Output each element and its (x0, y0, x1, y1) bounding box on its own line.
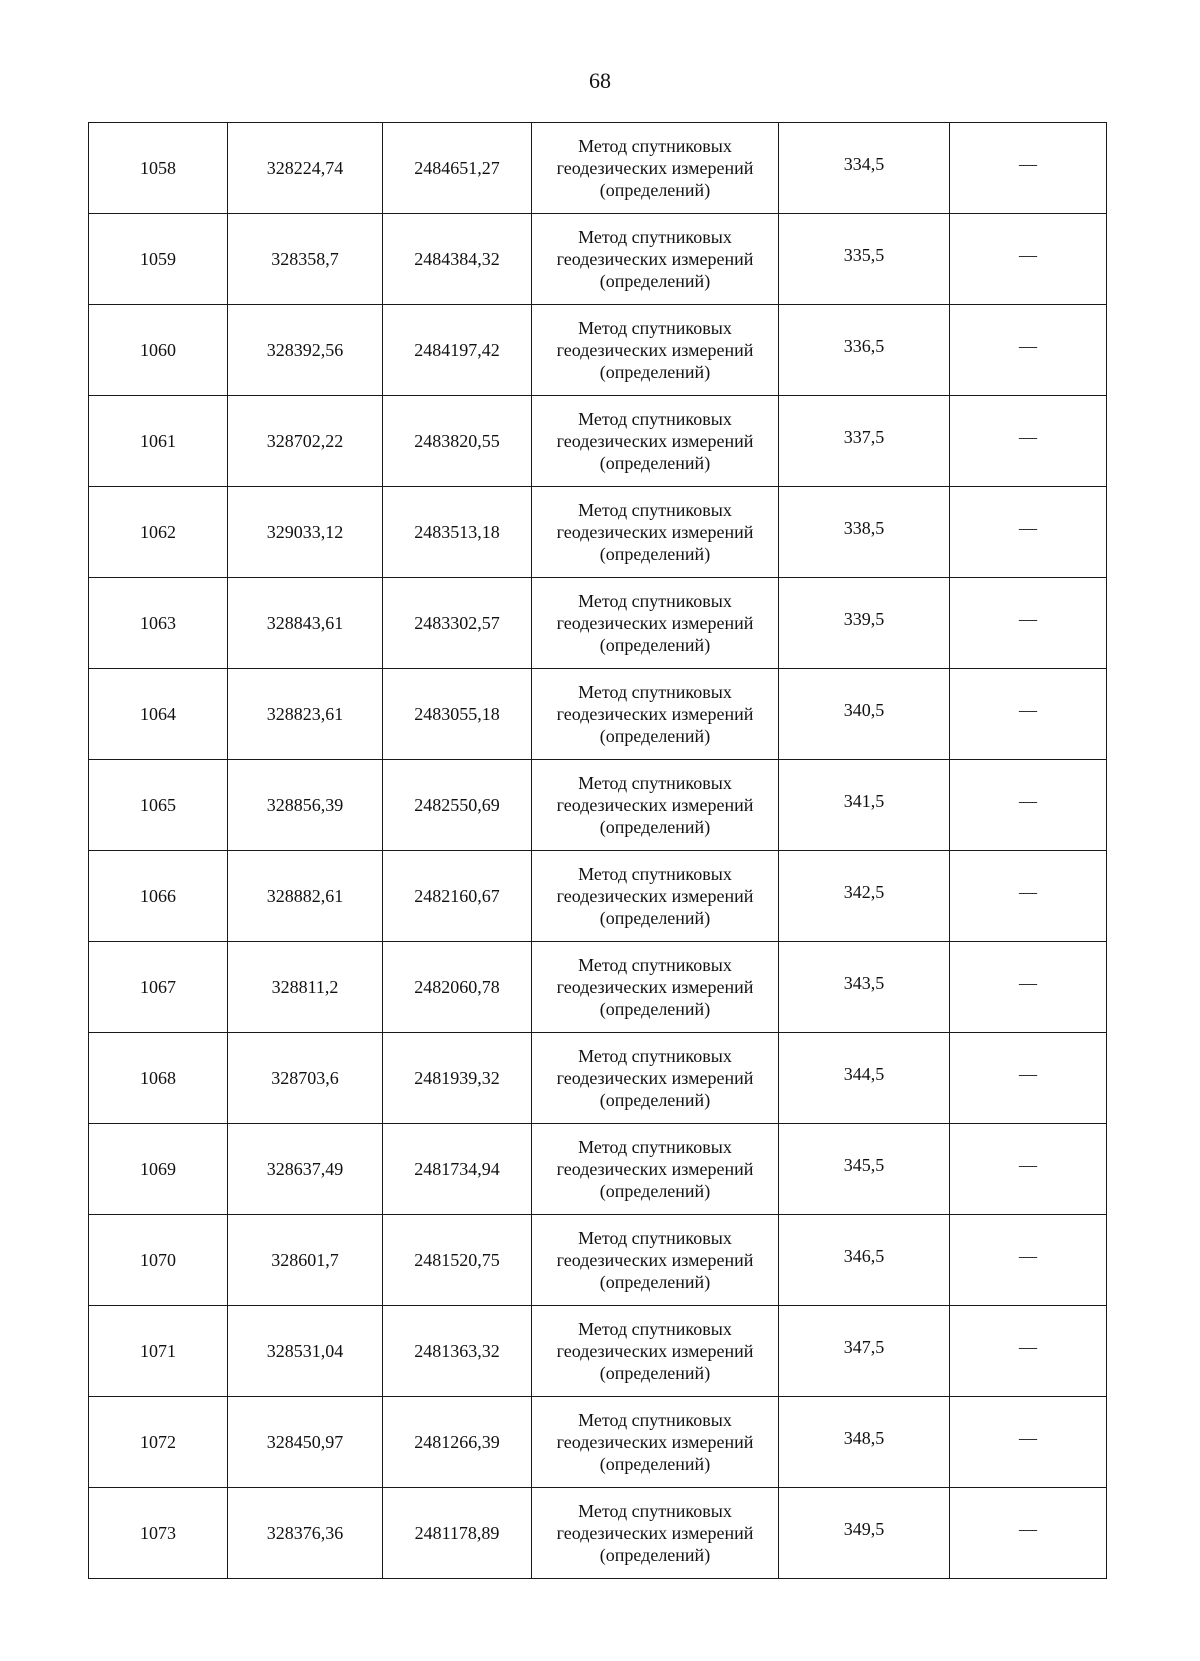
method-cell-text: Метод спутниковых геодезических измерений (определений) (556, 409, 754, 473)
method-cell (532, 851, 779, 942)
description-cell-text: — (1019, 1336, 1037, 1357)
accuracy-cell-text: 336,5 (843, 335, 885, 356)
accuracy-cell (779, 1215, 950, 1306)
method-cell-text: Метод спутниковых геодезических измерений (определений) (556, 136, 754, 200)
coordinate-x-cell-text: 328811,2 (271, 976, 339, 997)
coordinate-y-cell-text: 2481734,94 (414, 1158, 500, 1179)
accuracy-cell-text: 348,5 (843, 1427, 885, 1448)
description-cell-text: — (1019, 608, 1037, 629)
method-cell (532, 123, 779, 214)
page-number: 68 (589, 68, 611, 93)
coordinate-x-cell (228, 851, 383, 942)
coordinate-y-cell (383, 305, 532, 396)
point-number-cell-text: 1062 (140, 521, 176, 542)
description-cell-text: — (1019, 153, 1037, 174)
accuracy-cell-text: 335,5 (843, 244, 885, 265)
description-cell (950, 396, 1107, 487)
point-number-cell-text: 1071 (140, 1340, 176, 1361)
table-row (89, 214, 1107, 305)
accuracy-cell (779, 851, 950, 942)
method-cell-text: Метод спутниковых геодезических измерений (определений) (556, 1501, 754, 1565)
point-number-cell-text: 1066 (140, 885, 176, 906)
table-row (89, 851, 1107, 942)
accuracy-cell-text: 337,5 (843, 426, 885, 447)
method-cell (532, 1488, 779, 1579)
accuracy-cell (779, 578, 950, 669)
description-cell (950, 1033, 1107, 1124)
coordinate-y-cell (383, 1033, 532, 1124)
accuracy-cell (779, 669, 950, 760)
point-number-cell (89, 942, 228, 1033)
method-cell (532, 1124, 779, 1215)
coordinate-y-cell-text: 2483055,18 (414, 703, 500, 724)
coordinate-y-cell-text: 2484651,27 (414, 157, 500, 178)
method-cell-text: Метод спутниковых геодезических измерений (определений) (556, 318, 754, 382)
coordinate-y-cell (383, 1397, 532, 1488)
method-cell-text: Метод спутниковых геодезических измерений (определений) (556, 682, 754, 746)
accuracy-cell-text: 334,5 (843, 153, 885, 174)
coordinate-y-cell (383, 214, 532, 305)
coordinate-y-cell-text: 2483513,18 (414, 521, 500, 542)
method-cell (532, 214, 779, 305)
table-row (89, 942, 1107, 1033)
description-cell (950, 1215, 1107, 1306)
method-cell-text: Метод спутниковых геодезических измерений (определений) (556, 1137, 754, 1201)
point-number-cell (89, 669, 228, 760)
accuracy-cell (779, 1124, 950, 1215)
method-cell-text: Метод спутниковых геодезических измерений (определений) (556, 591, 754, 655)
point-number-cell (89, 1124, 228, 1215)
method-cell (532, 1033, 779, 1124)
table-row (89, 1306, 1107, 1397)
point-number-cell (89, 123, 228, 214)
table-row (89, 1397, 1107, 1488)
point-number-cell (89, 396, 228, 487)
method-cell-text: Метод спутниковых геодезических измерений (определений) (556, 227, 754, 291)
coordinate-y-cell (383, 578, 532, 669)
coordinate-x-cell (228, 1488, 383, 1579)
accuracy-cell-text: 343,5 (843, 972, 885, 993)
accuracy-cell-text: 342,5 (843, 881, 885, 902)
point-number-cell-text: 1060 (140, 339, 176, 360)
coordinate-y-cell (383, 760, 532, 851)
accuracy-cell-text: 347,5 (843, 1336, 885, 1357)
coordinate-y-cell (383, 396, 532, 487)
method-cell (532, 396, 779, 487)
description-cell-text: — (1019, 1245, 1037, 1266)
point-number-cell (89, 1033, 228, 1124)
coordinate-x-cell (228, 305, 383, 396)
accuracy-cell (779, 214, 950, 305)
description-cell-text: — (1019, 1518, 1037, 1539)
point-number-cell (89, 1306, 228, 1397)
description-cell-text: — (1019, 1427, 1037, 1448)
coordinate-y-cell (383, 1488, 532, 1579)
coordinate-y-cell-text: 2481266,39 (414, 1431, 500, 1452)
description-cell (950, 669, 1107, 760)
description-cell (950, 487, 1107, 578)
point-number-cell-text: 1063 (140, 612, 176, 633)
coordinate-y-cell (383, 1215, 532, 1306)
accuracy-cell-text: 339,5 (843, 608, 885, 629)
description-cell (950, 1306, 1107, 1397)
accuracy-cell-text: 341,5 (843, 790, 885, 811)
table-row (89, 487, 1107, 578)
table-row (89, 1124, 1107, 1215)
coordinate-y-cell-text: 2484384,32 (414, 248, 500, 269)
point-number-cell-text: 1059 (140, 248, 176, 269)
description-cell (950, 1124, 1107, 1215)
coordinates-table-body (89, 123, 1107, 1579)
description-cell-text: — (1019, 426, 1037, 447)
description-cell-text: — (1019, 699, 1037, 720)
coordinate-y-cell-text: 2482160,67 (414, 885, 500, 906)
point-number-cell (89, 214, 228, 305)
point-number-cell (89, 851, 228, 942)
coordinate-y-cell (383, 942, 532, 1033)
method-cell-text: Метод спутниковых геодезических измерений (определений) (556, 773, 754, 837)
point-number-cell-text: 1065 (140, 794, 176, 815)
method-cell-text: Метод спутниковых геодезических измерений (определений) (556, 1046, 754, 1110)
coordinate-x-cell (228, 1215, 383, 1306)
table-row (89, 760, 1107, 851)
description-cell (950, 578, 1107, 669)
point-number-cell (89, 1488, 228, 1579)
method-cell (532, 942, 779, 1033)
method-cell (532, 578, 779, 669)
coordinate-y-cell (383, 669, 532, 760)
coordinate-y-cell-text: 2484197,42 (414, 339, 500, 360)
coordinate-x-cell-text: 329033,12 (266, 521, 344, 542)
point-number-cell (89, 305, 228, 396)
coordinate-x-cell (228, 760, 383, 851)
table-row (89, 1033, 1107, 1124)
description-cell (950, 942, 1107, 1033)
description-cell-text: — (1019, 335, 1037, 356)
table-row (89, 305, 1107, 396)
accuracy-cell-text: 340,5 (843, 699, 885, 720)
point-number-cell-text: 1058 (140, 157, 176, 178)
coordinate-x-cell-text: 328450,97 (266, 1431, 344, 1452)
description-cell (950, 214, 1107, 305)
table-row (89, 123, 1107, 214)
coordinate-x-cell (228, 1306, 383, 1397)
description-cell (950, 1488, 1107, 1579)
accuracy-cell-text: 346,5 (843, 1245, 885, 1266)
coordinate-x-cell (228, 123, 383, 214)
accuracy-cell (779, 942, 950, 1033)
coordinate-y-cell-text: 2483820,55 (414, 430, 500, 451)
point-number-cell-text: 1064 (140, 703, 176, 724)
coordinate-x-cell-text: 328531,04 (266, 1340, 344, 1361)
method-cell (532, 669, 779, 760)
description-cell-text: — (1019, 244, 1037, 265)
coordinate-x-cell-text: 328702,22 (266, 430, 344, 451)
method-cell-text: Метод спутниковых геодезических измерений (определений) (556, 955, 754, 1019)
description-cell (950, 305, 1107, 396)
accuracy-cell (779, 396, 950, 487)
coordinate-y-cell (383, 851, 532, 942)
coordinate-y-cell-text: 2482550,69 (414, 794, 500, 815)
coordinate-y-cell-text: 2481363,32 (414, 1340, 500, 1361)
accuracy-cell (779, 487, 950, 578)
point-number-cell-text: 1068 (140, 1067, 176, 1088)
coordinate-x-cell-text: 328703,6 (271, 1067, 339, 1088)
description-cell (950, 760, 1107, 851)
coordinate-x-cell (228, 1124, 383, 1215)
coordinate-y-cell-text: 2481178,89 (414, 1522, 500, 1543)
coordinate-y-cell-text: 2481939,32 (414, 1067, 500, 1088)
coordinate-x-cell (228, 487, 383, 578)
method-cell (532, 1215, 779, 1306)
coordinate-x-cell (228, 1033, 383, 1124)
method-cell (532, 760, 779, 851)
point-number-cell (89, 487, 228, 578)
coordinate-x-cell (228, 396, 383, 487)
coordinate-x-cell (228, 1397, 383, 1488)
coordinate-x-cell-text: 328823,61 (266, 703, 344, 724)
coordinate-x-cell-text: 328637,49 (266, 1158, 344, 1179)
coordinate-y-cell (383, 1124, 532, 1215)
coordinate-x-cell-text: 328358,7 (271, 248, 339, 269)
coordinate-x-cell-text: 328843,61 (266, 612, 344, 633)
coordinate-y-cell (383, 487, 532, 578)
method-cell-text: Метод спутниковых геодезических измерений (определений) (556, 500, 754, 564)
accuracy-cell (779, 1306, 950, 1397)
coordinate-x-cell (228, 214, 383, 305)
point-number-cell-text: 1072 (140, 1431, 176, 1452)
accuracy-cell (779, 1397, 950, 1488)
point-number-cell-text: 1061 (140, 430, 176, 451)
coordinate-x-cell (228, 669, 383, 760)
accuracy-cell-text: 338,5 (843, 517, 885, 538)
point-number-cell (89, 1215, 228, 1306)
accuracy-cell (779, 1033, 950, 1124)
point-number-cell-text: 1069 (140, 1158, 176, 1179)
method-cell-text: Метод спутниковых геодезических измерений (определений) (556, 864, 754, 928)
method-cell (532, 305, 779, 396)
method-cell-text: Метод спутниковых геодезических измерений (определений) (556, 1228, 754, 1292)
accuracy-cell (779, 123, 950, 214)
coordinates-table (88, 122, 1107, 1579)
point-number-cell (89, 760, 228, 851)
table-row (89, 669, 1107, 760)
method-cell-text: Метод спутниковых геодезических измерений (определений) (556, 1410, 754, 1474)
description-cell (950, 851, 1107, 942)
accuracy-cell-text: 345,5 (843, 1154, 885, 1175)
point-number-cell-text: 1073 (140, 1522, 176, 1543)
coordinate-x-cell-text: 328856,39 (266, 794, 344, 815)
coordinate-y-cell-text: 2483302,57 (414, 612, 500, 633)
accuracy-cell (779, 760, 950, 851)
description-cell-text: — (1019, 881, 1037, 902)
point-number-cell-text: 1070 (140, 1249, 176, 1270)
description-cell-text: — (1019, 1154, 1037, 1175)
table-row (89, 396, 1107, 487)
coordinate-y-cell (383, 123, 532, 214)
coordinate-x-cell-text: 328224,74 (266, 157, 344, 178)
point-number-cell-text: 1067 (140, 976, 176, 997)
method-cell-text: Метод спутниковых геодезических измерений (определений) (556, 1319, 754, 1383)
description-cell-text: — (1019, 517, 1037, 538)
description-cell-text: — (1019, 972, 1037, 993)
table-row (89, 1215, 1107, 1306)
table-row (89, 1488, 1107, 1579)
description-cell-text: — (1019, 790, 1037, 811)
table-row (89, 578, 1107, 669)
method-cell (532, 487, 779, 578)
coordinate-y-cell-text: 2481520,75 (414, 1249, 500, 1270)
accuracy-cell (779, 305, 950, 396)
description-cell (950, 1397, 1107, 1488)
coordinate-y-cell-text: 2482060,78 (414, 976, 500, 997)
coordinate-x-cell-text: 328882,61 (266, 885, 344, 906)
coordinate-x-cell (228, 942, 383, 1033)
accuracy-cell (779, 1488, 950, 1579)
point-number-cell (89, 578, 228, 669)
method-cell (532, 1397, 779, 1488)
coordinate-x-cell-text: 328601,7 (271, 1249, 339, 1270)
point-number-cell (89, 1397, 228, 1488)
coordinate-x-cell (228, 578, 383, 669)
coordinate-x-cell-text: 328376,36 (266, 1522, 344, 1543)
accuracy-cell-text: 344,5 (843, 1063, 885, 1084)
description-cell-text: — (1019, 1063, 1037, 1084)
coordinate-y-cell (383, 1306, 532, 1397)
description-cell (950, 123, 1107, 214)
method-cell (532, 1306, 779, 1397)
accuracy-cell-text: 349,5 (843, 1518, 885, 1539)
coordinate-x-cell-text: 328392,56 (266, 339, 344, 360)
